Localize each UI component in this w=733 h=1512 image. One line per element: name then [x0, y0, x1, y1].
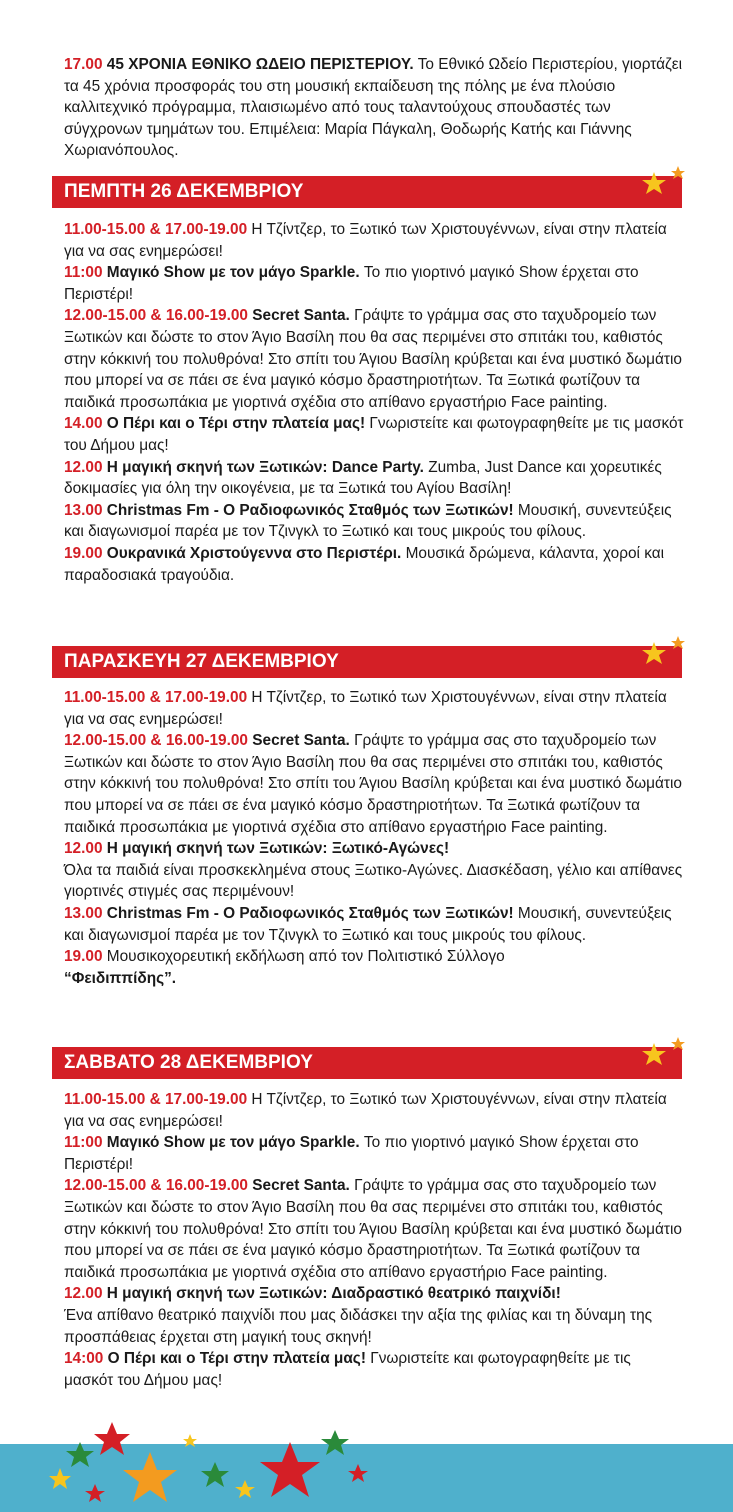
event-time: 11:00 — [64, 264, 103, 282]
star-icon — [640, 634, 690, 678]
event-text: Μουσικοχορευτική εκδήλωση από τον Πολιτιστικό Σύλλογο — [102, 948, 505, 966]
event-title: Secret Santa. — [247, 1177, 350, 1195]
event-item — [64, 305, 684, 413]
event-time: 12.00 — [64, 840, 103, 858]
event-text: Γνωριστείτε και φωτογραφηθείτε με τις μασκότ του Δήμου μας! — [64, 415, 684, 454]
event-title: Η μαγική σκηνή των Ξωτικών: Διαδραστικό θεατρικό παιχνίδι! — [102, 1285, 561, 1303]
event-item — [64, 903, 684, 946]
event-text: Το Εθνικό Ωδείο Περιστερίου, γιορτάζει τα 45 χρόνια προσφοράς του στη μουσική εκπαίδευση της πόλης με ένα πλούσιο καλλιτεχνικό πρόγραμμα, πλαισιωμένο από τους ταλαντούχους σπουδαστές των σύγχρονων τμημάτων του. Επιμέλεια: Μαρία Πάγκαλη, Θοδωρής Κατής και Γιάννης Χωριανόπουλος. — [64, 56, 683, 160]
event-time: 13.00 — [64, 904, 103, 922]
event-title: Christmas Fm - Ο Ραδιοφωνικός Σταθμός των Ξωτικών! — [102, 904, 514, 922]
event-text: Γράψτε το γράμμα σας στο ταχυδρομείο των Ξωτικών και δώστε το στον Άγιο Βασίλη που θα σας περιμένει στο σπιτάκι του, καθιστός στην κόκκινή του πολυθρόνα! Στο σπίτι του Άγιου Βασίλη κρύβεται και ένα μυστικό δωμάτιο που μπορεί να σε πάει σε ένα μαγικό κόσμο δραστηριοτήτων. Τα Ξωτικά φωτίζουν τα παιδικά προσωπάκια με γιορτινά σχέδια στο απίθανο εργαστήριο Face painting. — [64, 732, 682, 836]
event-text: Το πιο γιορτινό μαγικό Show έρχεται στο Περιστέρι! — [64, 264, 639, 303]
event-time: 12.00 — [64, 458, 103, 476]
star-icon — [40, 1420, 380, 1512]
event-time: 14.00 — [64, 415, 103, 433]
event-time: 11.00-15.00 & 17.00-19.00 — [64, 689, 248, 706]
event-item — [64, 1089, 684, 1132]
event-text: Μουσική, συνεντεύξεις και διαγωνισμοί παρέα με τον Τζινγκλ το Ξωτικό και τους μικρούς του φίλους. — [64, 904, 672, 944]
event-item — [64, 1283, 684, 1348]
event-text: Ένα απίθανο θεατρικό παιχνίδι που μας διδάσκει την αξία της φιλίας και τη δύναμη της προσπάθειας έρχεται στη μαγική τους σκηνή! — [64, 1306, 653, 1346]
event-text: Το πιο γιορτινό μαγικό Show έρχεται στο Περιστέρι! — [64, 1134, 639, 1173]
event-time: 12.00-15.00 & 16.00-19.00 — [64, 732, 248, 750]
event-title: Μαγικό Show με τον μάγο Sparkle. — [102, 1134, 360, 1152]
event-text: Γράψτε το γράμμα σας στο ταχυδρομείο των Ξωτικών και δώστε το στον Άγιο Βασίλη που θα σας περιμένει στο σπιτάκι του, καθιστός στην κόκκινή του πολυθρόνα! Στο σπίτι του Άγιου Βασίλη κρύβεται και ένα μυστικό δωμάτιο που μπορεί να σε πάει σε ένα μαγικό κόσμο δραστηριοτήτων. Τα Ξωτικά φωτίζουν τα παιδικά προσωπάκια με γιορτινά σχέδια στο απίθανο εργαστήριο Face painting. — [64, 307, 682, 411]
event-title: Ο Πέρι και ο Τέρι στην πλατεία μας! — [103, 1350, 366, 1368]
event-title: Η μαγική σκηνή των Ξωτικών: Ξωτικό-Αγώνες! — [102, 840, 450, 858]
event-item — [64, 730, 684, 838]
event-title: Christmas Fm - Ο Ραδιοφωνικός Σταθμός των Ξωτικών! — [102, 501, 514, 519]
event-text: Η Τζίντζερ, το Ξωτικό των Χριστουγέννων, είναι στην πλατεία για να σας ενημερώσει! — [64, 1091, 667, 1130]
event-time: 13.00 — [64, 501, 103, 519]
event-time: 14:00 — [64, 1350, 104, 1368]
event-time: 17.00 — [64, 56, 103, 73]
event-text: Η Τζίντζερ, το Ξωτικό των Χριστουγέννων, είναι στην πλατεία για να σας ενημερώσει! — [64, 689, 667, 728]
event-text: Η Τζίντζερ, το Ξωτικό των Χριστουγέννων, είναι στην πλατεία για να σας ενημερώσει! — [64, 221, 667, 260]
event-title: Ο Πέρι και ο Τέρι στην πλατεία μας! — [102, 415, 366, 433]
event-time: 11.00-15.00 & 17.00-19.00 — [64, 221, 248, 238]
day-events-friday — [64, 687, 684, 989]
event-text: Zumba, Just Dance και χορευτικές δοκιμασίες για όλη την οικογένεια, με τα Ξωτικά του Αγίου Βασίλη! — [64, 458, 662, 498]
event-item — [64, 1132, 684, 1175]
event-item — [64, 687, 684, 730]
event-item — [64, 838, 684, 903]
event-text: Όλα τα παιδιά είναι προσκεκλημένα στους Ξωτικο-Αγώνες. Διασκέδαση, γέλιο και απίθανες γιορτινές στιγμές σας περιμένουν! — [64, 861, 683, 901]
day-header-friday: ΠΑΡΑΣΚΕΥΗ 27 ΔΕΚΕΜΒΡΙΟΥ — [52, 646, 682, 678]
event-text: Γνωριστείτε και φωτογραφηθείτε με τις μασκότ του Δήμου μας! — [64, 1350, 631, 1389]
event-time: 11.00-15.00 & 17.00-19.00 — [64, 1091, 248, 1108]
event-time: 11:00 — [64, 1134, 103, 1152]
event-title: Μαγικό Show με τον μάγο Sparkle. — [102, 264, 360, 282]
event-text: Γράψτε το γράμμα σας στο ταχυδρομείο των Ξωτικών και δώστε το στον Άγιο Βασίλη που θα σας περιμένει στο σπιτάκι του, καθιστός στην κόκκινή του πολυθρόνα! Στο σπίτι του Άγιου Βασίλη κρύβεται και ένα μυστικό δωμάτιο που μπορεί να σε πάει σε ένα μαγικό κόσμο δραστηριοτήτων. Τα Ξωτικά φωτίζουν τα παιδικά προσωπάκια με γιορτινά σχέδια στο απίθανο εργαστήριο Face painting. — [64, 1177, 682, 1281]
event-time: 19.00 — [64, 948, 103, 966]
day-header-saturday: ΣΑΒΒΑΤΟ 28 ΔΕΚΕΜΒΡΙΟΥ — [52, 1047, 682, 1079]
event-time: 19.00 — [64, 544, 103, 562]
event-item — [64, 543, 684, 586]
event-text: Μουσικά δρώμενα, κάλαντα, χοροί και παραδοσιακά τραγούδια. — [64, 544, 665, 584]
event-title: Secret Santa. — [247, 732, 350, 750]
event-item — [64, 413, 684, 456]
day-header-thursday: ΠΕΜΠΤΗ 26 ΔΕΚΕΜΒΡΙΟΥ — [52, 176, 682, 208]
event-item — [64, 219, 684, 262]
star-icon — [640, 1035, 690, 1079]
event-title: Η μαγική σκηνή των Ξωτικών: Dance Party. — [102, 458, 424, 476]
event-item — [64, 1348, 684, 1391]
event-text: Μουσική, συνεντεύξεις και διαγωνισμοί παρέα με τον Τζινγκλ το Ξωτικό και τους μικρούς του φίλους. — [64, 501, 672, 541]
intro-event — [64, 54, 684, 162]
event-title: Secret Santa. — [247, 307, 350, 325]
event-item — [64, 457, 684, 500]
event-item — [64, 262, 684, 305]
event-time: 12.00-15.00 & 16.00-19.00 — [64, 307, 248, 325]
star-icon — [640, 164, 690, 208]
event-item — [64, 946, 684, 989]
event-item — [64, 1175, 684, 1283]
event-item — [64, 500, 684, 543]
day-events-saturday — [64, 1089, 684, 1391]
event-time: 12.00 — [64, 1285, 103, 1303]
event-time: 12.00-15.00 & 16.00-19.00 — [64, 1177, 248, 1195]
event-title: “Φειδιππίδης”. — [64, 969, 177, 987]
event-title: Ουκρανικά Χριστούγεννα στο Περιστέρι. — [102, 544, 402, 562]
event-title: 45 ΧΡΟΝΙΑ ΕΘΝΙΚΟ ΩΔΕΙΟ ΠΕΡΙΣΤΕΡΙΟΥ. — [106, 56, 414, 73]
day-events-thursday — [64, 219, 684, 586]
